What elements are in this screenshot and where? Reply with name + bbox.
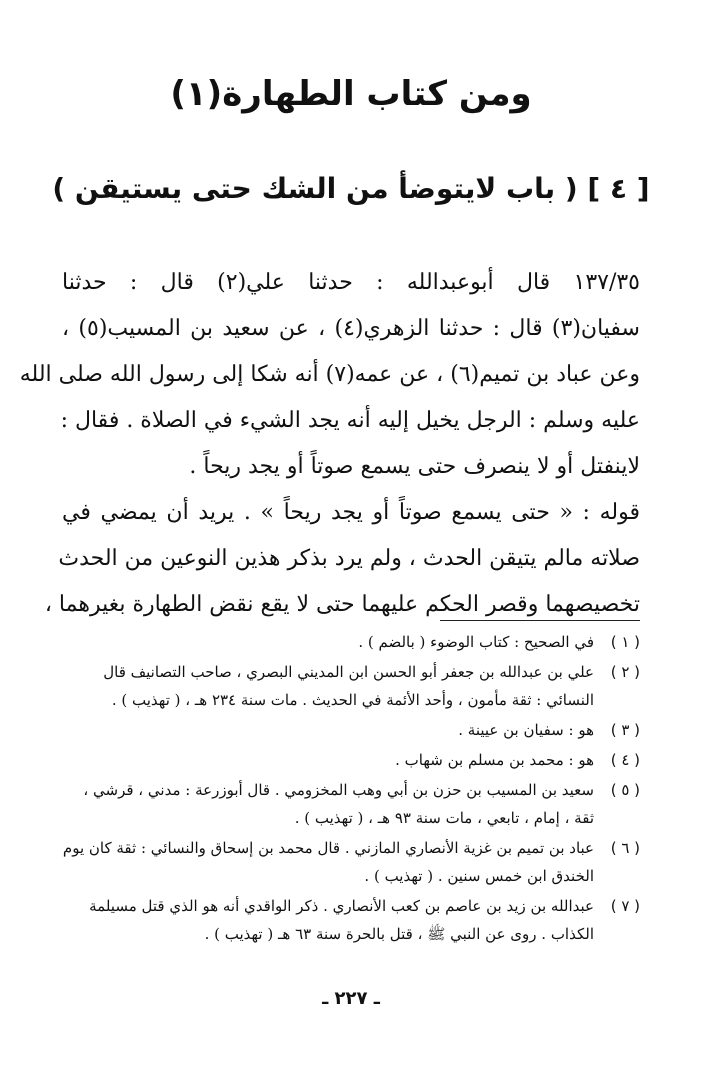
text-line: وعن عباد بن تميم(٦) ، عن عمه(٧) أنه شكا إلى رسول الله صلى الله (19, 362, 640, 387)
footnote-divider (440, 620, 640, 621)
text-line: قوله : « حتى يسمع صوتاً أو يجد ريحاً » . يريد أن يمضي في (62, 500, 640, 525)
footnote (60, 892, 640, 948)
footnote-number: ( ٢ ) (610, 663, 640, 681)
footnote-number: ( ٦ ) (610, 839, 640, 857)
footnote-text: سعيد بن المسيب بن حزن بن أبي وهب المخزومي . قال أبوزرعة : مدني ، قرشي ، ثقة ، إمام ، تابعي ، مات سنة ٩٣ هـ ، ( تهذيب ) . (83, 781, 594, 827)
footnote-text: عباد بن تميم بن غزية الأنصاري المازني . قال محمد بن إسحاق والنسائي : ثقة كان يوم الخندق ابن خمس سنين . ( تهذيب ) . (62, 839, 594, 885)
footnote (60, 658, 640, 714)
text-line: ١٣٧/٣٥ قال أبوعبدالله : حدثنا علي(٢) قال : حدثنا (62, 270, 640, 295)
text-line: سفيان(٣) قال : حدثنا الزهري(٤) ، عن سعيد بن المسيب(٥) ، (62, 316, 640, 341)
text-line: لاينفتل أو لا ينصرف حتى يسمع صوتاً أو يجد ريحاً . (189, 454, 640, 479)
footnote (60, 834, 640, 890)
text-line: صلاته مالم يتيقن الحدث ، ولم يرد بذكر هذين النوعين من الحدث (58, 546, 640, 571)
footnote-number: ( ٣ ) (610, 721, 640, 739)
footnote (60, 776, 640, 832)
footnotes (60, 628, 640, 950)
footnote-number: ( ١ ) (610, 633, 640, 651)
footnote-text: هو : سفيان بن عيينة . (458, 721, 594, 739)
text-line: تخصيصهما وقصر الحكم عليهما حتى لا يقع نقض الطهارة بغيرهما ، (44, 592, 640, 617)
book-section-title: ومن كتاب الطهارة(١) (170, 74, 532, 114)
main-text (19, 260, 640, 628)
footnote (60, 628, 640, 656)
footnote-text: عبدالله بن زيد بن عاصم بن كعب الأنصاري . ذكر الواقدي أنه هو الذي قتل مسيلمة الكذاب . روى عن النبي ﷺ ، قتل بالحرة سنة ٦٣ هـ ( تهذيب ) . (89, 897, 594, 943)
footnote-number: ( ٥ ) (610, 781, 640, 799)
page-number: ـ ٢٢٧ ـ (322, 988, 380, 1009)
footnote (60, 746, 640, 774)
footnote-text: في الصحيح : كتاب الوضوء ( بالضم ) . (358, 633, 594, 651)
text-line: عليه وسلم : الرجل يخيل إليه أنه يجد الشيء في الصلاة . فقال : (60, 408, 640, 433)
footnote (60, 716, 640, 744)
footnote-number: ( ٤ ) (610, 751, 640, 769)
footnote-text: هو : محمد بن مسلم بن شهاب . (395, 751, 594, 769)
footnote-text: علي بن عبدالله بن جعفر أبو الحسن ابن المديني البصري ، صاحب التصانيف قال النسائي : ثقة مأمون ، وأحد الأئمة في الحديث . مات سنة ٢٣٤ هـ ، ( تهذيب ) . (103, 663, 594, 709)
chapter-heading: [ ٤ ] ( باب لايتوضأ من الشك حتى يستيقن ) (52, 172, 650, 205)
footnote-number: ( ٧ ) (610, 897, 640, 915)
